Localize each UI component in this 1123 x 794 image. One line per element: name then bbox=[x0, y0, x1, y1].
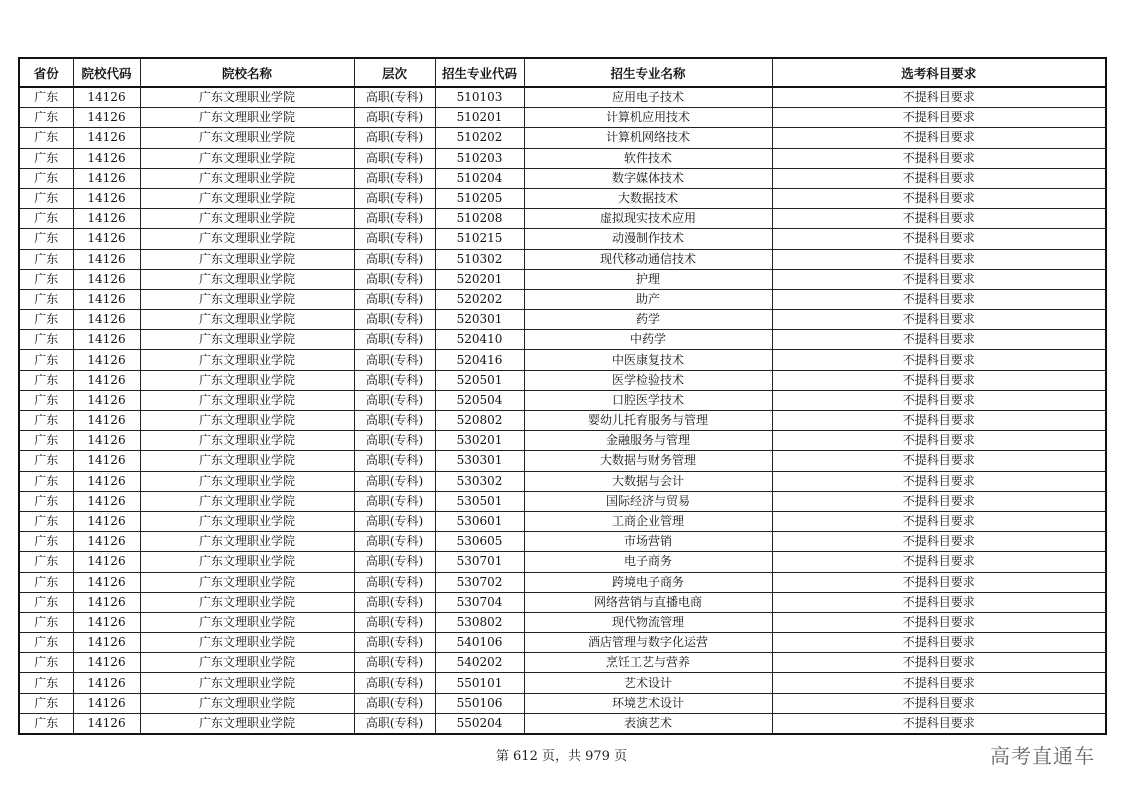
cell-province: 广东 bbox=[19, 511, 73, 531]
footer-middle: 页，共 bbox=[537, 749, 586, 764]
table-row bbox=[19, 168, 1106, 188]
cell-province: 广东 bbox=[19, 653, 73, 673]
cell-school-name: 广东文理职业学院 bbox=[140, 188, 354, 208]
cell-level: 高职(专科) bbox=[354, 552, 435, 572]
cell-school-code: 14126 bbox=[73, 532, 140, 552]
cell-school-code: 14126 bbox=[73, 552, 140, 572]
cell-major-name: 酒店管理与数字化运营 bbox=[524, 633, 772, 653]
cell-province: 广东 bbox=[19, 592, 73, 612]
cell-major-code: 520202 bbox=[435, 289, 524, 309]
cell-subject-requirement: 不提科目要求 bbox=[772, 310, 1106, 330]
cell-major-name: 中医康复技术 bbox=[524, 350, 772, 370]
cell-major-name: 大数据与会计 bbox=[524, 471, 772, 491]
cell-school-code: 14126 bbox=[73, 108, 140, 128]
cell-subject-requirement: 不提科目要求 bbox=[772, 249, 1106, 269]
cell-school-code: 14126 bbox=[73, 148, 140, 168]
header-subject-requirement: 选考科目要求 bbox=[772, 58, 1106, 87]
table-row bbox=[19, 511, 1106, 531]
cell-school-name: 广东文理职业学院 bbox=[140, 431, 354, 451]
cell-level: 高职(专科) bbox=[354, 693, 435, 713]
cell-school-name: 广东文理职业学院 bbox=[140, 310, 354, 330]
cell-school-name: 广东文理职业学院 bbox=[140, 411, 354, 431]
cell-level: 高职(专科) bbox=[354, 451, 435, 471]
cell-major-code: 510215 bbox=[435, 229, 524, 249]
table-row bbox=[19, 411, 1106, 431]
cell-school-code: 14126 bbox=[73, 289, 140, 309]
cell-subject-requirement: 不提科目要求 bbox=[772, 552, 1106, 572]
cell-level: 高职(专科) bbox=[354, 350, 435, 370]
cell-school-code: 14126 bbox=[73, 471, 140, 491]
cell-school-code: 14126 bbox=[73, 249, 140, 269]
cell-subject-requirement: 不提科目要求 bbox=[772, 431, 1106, 451]
header-level: 层次 bbox=[354, 58, 435, 87]
cell-school-name: 广东文理职业学院 bbox=[140, 229, 354, 249]
table-row bbox=[19, 350, 1106, 370]
cell-major-code: 550204 bbox=[435, 713, 524, 734]
cell-major-name: 数字媒体技术 bbox=[524, 168, 772, 188]
cell-subject-requirement: 不提科目要求 bbox=[772, 491, 1106, 511]
cell-school-name: 广东文理职业学院 bbox=[140, 269, 354, 289]
cell-school-name: 广东文理职业学院 bbox=[140, 451, 354, 471]
cell-major-name: 国际经济与贸易 bbox=[524, 491, 772, 511]
cell-province: 广东 bbox=[19, 673, 73, 693]
cell-school-code: 14126 bbox=[73, 673, 140, 693]
cell-level: 高职(专科) bbox=[354, 249, 435, 269]
cell-level: 高职(专科) bbox=[354, 411, 435, 431]
cell-major-name: 烹饪工艺与营养 bbox=[524, 653, 772, 673]
cell-level: 高职(专科) bbox=[354, 168, 435, 188]
cell-school-code: 14126 bbox=[73, 592, 140, 612]
header-major-code: 招生专业代码 bbox=[435, 58, 524, 87]
cell-level: 高职(专科) bbox=[354, 431, 435, 451]
cell-major-code: 530802 bbox=[435, 612, 524, 632]
cell-school-code: 14126 bbox=[73, 269, 140, 289]
cell-major-name: 现代物流管理 bbox=[524, 612, 772, 632]
cell-school-code: 14126 bbox=[73, 128, 140, 148]
cell-major-code: 510302 bbox=[435, 249, 524, 269]
cell-school-code: 14126 bbox=[73, 713, 140, 734]
cell-school-name: 广东文理职业学院 bbox=[140, 289, 354, 309]
cell-province: 广东 bbox=[19, 168, 73, 188]
cell-school-code: 14126 bbox=[73, 491, 140, 511]
cell-major-code: 510103 bbox=[435, 87, 524, 108]
cell-school-name: 广东文理职业学院 bbox=[140, 612, 354, 632]
cell-subject-requirement: 不提科目要求 bbox=[772, 411, 1106, 431]
table-row bbox=[19, 713, 1106, 734]
cell-school-code: 14126 bbox=[73, 209, 140, 229]
cell-major-name: 大数据技术 bbox=[524, 188, 772, 208]
cell-subject-requirement: 不提科目要求 bbox=[772, 713, 1106, 734]
cell-school-name: 广东文理职业学院 bbox=[140, 491, 354, 511]
cell-school-code: 14126 bbox=[73, 168, 140, 188]
header-province: 省份 bbox=[19, 58, 73, 87]
cell-level: 高职(专科) bbox=[354, 633, 435, 653]
cell-major-code: 530302 bbox=[435, 471, 524, 491]
cell-province: 广东 bbox=[19, 552, 73, 572]
cell-school-code: 14126 bbox=[73, 693, 140, 713]
cell-subject-requirement: 不提科目要求 bbox=[772, 350, 1106, 370]
cell-subject-requirement: 不提科目要求 bbox=[772, 168, 1106, 188]
table-row bbox=[19, 310, 1106, 330]
cell-major-code: 520504 bbox=[435, 390, 524, 410]
table-row bbox=[19, 673, 1106, 693]
cell-school-name: 广东文理职业学院 bbox=[140, 572, 354, 592]
cell-school-name: 广东文理职业学院 bbox=[140, 592, 354, 612]
cell-major-code: 530501 bbox=[435, 491, 524, 511]
cell-province: 广东 bbox=[19, 532, 73, 552]
cell-major-code: 540106 bbox=[435, 633, 524, 653]
cell-level: 高职(专科) bbox=[354, 128, 435, 148]
cell-school-name: 广东文理职业学院 bbox=[140, 370, 354, 390]
cell-subject-requirement: 不提科目要求 bbox=[772, 390, 1106, 410]
cell-level: 高职(专科) bbox=[354, 572, 435, 592]
cell-level: 高职(专科) bbox=[354, 108, 435, 128]
cell-school-code: 14126 bbox=[73, 431, 140, 451]
cell-subject-requirement: 不提科目要求 bbox=[772, 128, 1106, 148]
cell-school-name: 广东文理职业学院 bbox=[140, 168, 354, 188]
cell-level: 高职(专科) bbox=[354, 592, 435, 612]
table-row bbox=[19, 612, 1106, 632]
cell-school-code: 14126 bbox=[73, 188, 140, 208]
cell-school-name: 广东文理职业学院 bbox=[140, 108, 354, 128]
cell-level: 高职(专科) bbox=[354, 310, 435, 330]
table-row bbox=[19, 471, 1106, 491]
table-row bbox=[19, 572, 1106, 592]
cell-school-code: 14126 bbox=[73, 633, 140, 653]
table-row bbox=[19, 693, 1106, 713]
cell-major-code: 540202 bbox=[435, 653, 524, 673]
cell-school-code: 14126 bbox=[73, 390, 140, 410]
cell-level: 高职(专科) bbox=[354, 330, 435, 350]
cell-province: 广东 bbox=[19, 249, 73, 269]
table-row bbox=[19, 552, 1106, 572]
cell-level: 高职(专科) bbox=[354, 612, 435, 632]
cell-level: 高职(专科) bbox=[354, 269, 435, 289]
footer-page-number: 612 bbox=[513, 749, 538, 764]
cell-province: 广东 bbox=[19, 471, 73, 491]
cell-province: 广东 bbox=[19, 148, 73, 168]
cell-province: 广东 bbox=[19, 713, 73, 734]
cell-subject-requirement: 不提科目要求 bbox=[772, 87, 1106, 108]
cell-level: 高职(专科) bbox=[354, 491, 435, 511]
cell-major-code: 530601 bbox=[435, 511, 524, 531]
cell-school-code: 14126 bbox=[73, 411, 140, 431]
cell-major-name: 计算机网络技术 bbox=[524, 128, 772, 148]
cell-major-name: 药学 bbox=[524, 310, 772, 330]
cell-level: 高职(专科) bbox=[354, 471, 435, 491]
cell-school-code: 14126 bbox=[73, 370, 140, 390]
table-row bbox=[19, 330, 1106, 350]
cell-subject-requirement: 不提科目要求 bbox=[772, 592, 1106, 612]
cell-subject-requirement: 不提科目要求 bbox=[772, 188, 1106, 208]
cell-school-name: 广东文理职业学院 bbox=[140, 673, 354, 693]
cell-major-code: 510208 bbox=[435, 209, 524, 229]
cell-subject-requirement: 不提科目要求 bbox=[772, 471, 1106, 491]
cell-subject-requirement: 不提科目要求 bbox=[772, 108, 1106, 128]
cell-school-name: 广东文理职业学院 bbox=[140, 471, 354, 491]
cell-major-name: 护理 bbox=[524, 269, 772, 289]
cell-major-code: 520416 bbox=[435, 350, 524, 370]
cell-province: 广东 bbox=[19, 229, 73, 249]
cell-province: 广东 bbox=[19, 633, 73, 653]
cell-major-code: 530201 bbox=[435, 431, 524, 451]
cell-level: 高职(专科) bbox=[354, 188, 435, 208]
cell-major-name: 工商企业管理 bbox=[524, 511, 772, 531]
cell-major-name: 电子商务 bbox=[524, 552, 772, 572]
cell-major-code: 520301 bbox=[435, 310, 524, 330]
cell-level: 高职(专科) bbox=[354, 653, 435, 673]
cell-province: 广东 bbox=[19, 411, 73, 431]
cell-province: 广东 bbox=[19, 612, 73, 632]
cell-subject-requirement: 不提科目要求 bbox=[772, 633, 1106, 653]
cell-school-name: 广东文理职业学院 bbox=[140, 633, 354, 653]
cell-major-code: 520501 bbox=[435, 370, 524, 390]
cell-level: 高职(专科) bbox=[354, 713, 435, 734]
cell-major-code: 520410 bbox=[435, 330, 524, 350]
cell-major-code: 530605 bbox=[435, 532, 524, 552]
header-major-name: 招生专业名称 bbox=[524, 58, 772, 87]
cell-level: 高职(专科) bbox=[354, 209, 435, 229]
cell-level: 高职(专科) bbox=[354, 148, 435, 168]
cell-major-name: 艺术设计 bbox=[524, 673, 772, 693]
footer-suffix: 页 bbox=[609, 749, 628, 764]
cell-province: 广东 bbox=[19, 87, 73, 108]
cell-major-name: 虚拟现实技术应用 bbox=[524, 209, 772, 229]
cell-province: 广东 bbox=[19, 491, 73, 511]
page-footer bbox=[0, 745, 1123, 764]
cell-school-name: 广东文理职业学院 bbox=[140, 87, 354, 108]
cell-province: 广东 bbox=[19, 451, 73, 471]
cell-province: 广东 bbox=[19, 269, 73, 289]
cell-level: 高职(专科) bbox=[354, 87, 435, 108]
cell-school-name: 广东文理职业学院 bbox=[140, 330, 354, 350]
cell-province: 广东 bbox=[19, 188, 73, 208]
cell-province: 广东 bbox=[19, 209, 73, 229]
cell-major-name: 大数据与财务管理 bbox=[524, 451, 772, 471]
cell-school-name: 广东文理职业学院 bbox=[140, 693, 354, 713]
cell-level: 高职(专科) bbox=[354, 511, 435, 531]
cell-school-code: 14126 bbox=[73, 572, 140, 592]
cell-major-name: 计算机应用技术 bbox=[524, 108, 772, 128]
cell-school-code: 14126 bbox=[73, 451, 140, 471]
cell-major-code: 520802 bbox=[435, 411, 524, 431]
cell-subject-requirement: 不提科目要求 bbox=[772, 370, 1106, 390]
cell-subject-requirement: 不提科目要求 bbox=[772, 269, 1106, 289]
table-row bbox=[19, 249, 1106, 269]
table-row bbox=[19, 289, 1106, 309]
cell-school-name: 广东文理职业学院 bbox=[140, 532, 354, 552]
cell-major-name: 应用电子技术 bbox=[524, 87, 772, 108]
table-row bbox=[19, 592, 1106, 612]
cell-major-code: 510203 bbox=[435, 148, 524, 168]
cell-province: 广东 bbox=[19, 390, 73, 410]
cell-level: 高职(专科) bbox=[354, 370, 435, 390]
footer-total-pages: 979 bbox=[585, 749, 610, 764]
table-row bbox=[19, 209, 1106, 229]
table-row bbox=[19, 188, 1106, 208]
table-row bbox=[19, 148, 1106, 168]
cell-level: 高职(专科) bbox=[354, 532, 435, 552]
table-row bbox=[19, 653, 1106, 673]
cell-province: 广东 bbox=[19, 572, 73, 592]
cell-school-name: 广东文理职业学院 bbox=[140, 148, 354, 168]
table-row bbox=[19, 87, 1106, 108]
cell-school-code: 14126 bbox=[73, 87, 140, 108]
table-row bbox=[19, 633, 1106, 653]
table-row bbox=[19, 229, 1106, 249]
cell-major-code: 530701 bbox=[435, 552, 524, 572]
cell-subject-requirement: 不提科目要求 bbox=[772, 511, 1106, 531]
cell-subject-requirement: 不提科目要求 bbox=[772, 229, 1106, 249]
cell-school-name: 广东文理职业学院 bbox=[140, 552, 354, 572]
cell-major-name: 口腔医学技术 bbox=[524, 390, 772, 410]
cell-subject-requirement: 不提科目要求 bbox=[772, 289, 1106, 309]
cell-school-code: 14126 bbox=[73, 612, 140, 632]
cell-subject-requirement: 不提科目要求 bbox=[772, 532, 1106, 552]
cell-province: 广东 bbox=[19, 370, 73, 390]
cell-subject-requirement: 不提科目要求 bbox=[772, 673, 1106, 693]
cell-major-code: 510202 bbox=[435, 128, 524, 148]
table-row bbox=[19, 108, 1106, 128]
cell-province: 广东 bbox=[19, 350, 73, 370]
cell-school-code: 14126 bbox=[73, 229, 140, 249]
header-school-name: 院校名称 bbox=[140, 58, 354, 87]
cell-school-name: 广东文理职业学院 bbox=[140, 390, 354, 410]
cell-school-name: 广东文理职业学院 bbox=[140, 350, 354, 370]
cell-school-name: 广东文理职业学院 bbox=[140, 249, 354, 269]
table-row bbox=[19, 370, 1106, 390]
cell-major-name: 跨境电子商务 bbox=[524, 572, 772, 592]
cell-major-code: 530704 bbox=[435, 592, 524, 612]
cell-school-name: 广东文理职业学院 bbox=[140, 511, 354, 531]
cell-province: 广东 bbox=[19, 431, 73, 451]
header-school-code: 院校代码 bbox=[73, 58, 140, 87]
cell-major-code: 550101 bbox=[435, 673, 524, 693]
table-row bbox=[19, 390, 1106, 410]
cell-school-name: 广东文理职业学院 bbox=[140, 128, 354, 148]
cell-subject-requirement: 不提科目要求 bbox=[772, 451, 1106, 471]
footer-prefix: 第 bbox=[495, 749, 514, 764]
cell-major-name: 动漫制作技术 bbox=[524, 229, 772, 249]
cell-level: 高职(专科) bbox=[354, 229, 435, 249]
cell-major-code: 530702 bbox=[435, 572, 524, 592]
cell-school-code: 14126 bbox=[73, 310, 140, 330]
cell-level: 高职(专科) bbox=[354, 289, 435, 309]
cell-major-code: 550106 bbox=[435, 693, 524, 713]
cell-school-code: 14126 bbox=[73, 511, 140, 531]
cell-major-name: 医学检验技术 bbox=[524, 370, 772, 390]
cell-province: 广东 bbox=[19, 310, 73, 330]
cell-subject-requirement: 不提科目要求 bbox=[772, 209, 1106, 229]
cell-subject-requirement: 不提科目要求 bbox=[772, 148, 1106, 168]
table-row bbox=[19, 491, 1106, 511]
cell-major-name: 软件技术 bbox=[524, 148, 772, 168]
admission-table bbox=[18, 57, 1107, 735]
cell-school-code: 14126 bbox=[73, 350, 140, 370]
admission-table-container bbox=[18, 57, 1105, 735]
table-row bbox=[19, 532, 1106, 552]
cell-level: 高职(专科) bbox=[354, 390, 435, 410]
cell-major-name: 婴幼儿托育服务与管理 bbox=[524, 411, 772, 431]
table-row bbox=[19, 451, 1106, 471]
cell-subject-requirement: 不提科目要求 bbox=[772, 653, 1106, 673]
cell-major-name: 表演艺术 bbox=[524, 713, 772, 734]
cell-school-code: 14126 bbox=[73, 330, 140, 350]
cell-subject-requirement: 不提科目要求 bbox=[772, 693, 1106, 713]
cell-major-name: 助产 bbox=[524, 289, 772, 309]
cell-school-name: 广东文理职业学院 bbox=[140, 209, 354, 229]
cell-province: 广东 bbox=[19, 108, 73, 128]
cell-major-code: 530301 bbox=[435, 451, 524, 471]
cell-major-code: 510205 bbox=[435, 188, 524, 208]
cell-subject-requirement: 不提科目要求 bbox=[772, 572, 1106, 592]
table-body bbox=[19, 87, 1106, 734]
cell-major-code: 520201 bbox=[435, 269, 524, 289]
cell-major-code: 510204 bbox=[435, 168, 524, 188]
watermark-text: 高考直通车 bbox=[990, 744, 1095, 768]
cell-major-name: 现代移动通信技术 bbox=[524, 249, 772, 269]
cell-province: 广东 bbox=[19, 128, 73, 148]
cell-major-code: 510201 bbox=[435, 108, 524, 128]
table-row bbox=[19, 269, 1106, 289]
cell-major-name: 环境艺术设计 bbox=[524, 693, 772, 713]
cell-school-name: 广东文理职业学院 bbox=[140, 653, 354, 673]
cell-major-name: 网络营销与直播电商 bbox=[524, 592, 772, 612]
cell-province: 广东 bbox=[19, 693, 73, 713]
cell-subject-requirement: 不提科目要求 bbox=[772, 330, 1106, 350]
cell-major-name: 金融服务与管理 bbox=[524, 431, 772, 451]
cell-major-name: 中药学 bbox=[524, 330, 772, 350]
cell-subject-requirement: 不提科目要求 bbox=[772, 612, 1106, 632]
cell-province: 广东 bbox=[19, 330, 73, 350]
cell-school-code: 14126 bbox=[73, 653, 140, 673]
cell-major-name: 市场营销 bbox=[524, 532, 772, 552]
cell-province: 广东 bbox=[19, 289, 73, 309]
cell-level: 高职(专科) bbox=[354, 673, 435, 693]
table-header-row bbox=[19, 58, 1106, 87]
cell-school-name: 广东文理职业学院 bbox=[140, 713, 354, 734]
table-row bbox=[19, 431, 1106, 451]
table-row bbox=[19, 128, 1106, 148]
